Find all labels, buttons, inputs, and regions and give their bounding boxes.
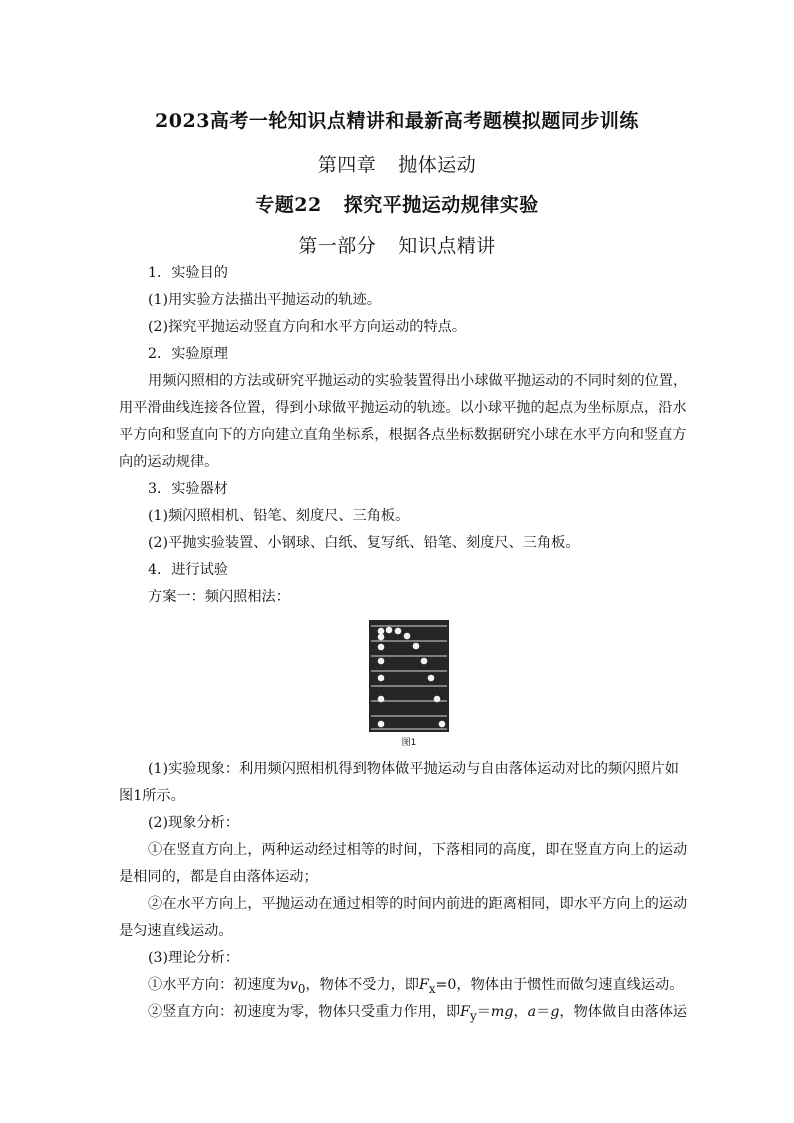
text-run: =0，物体由于惯性而做匀速直线运动。 [435, 977, 684, 993]
chapter-heading [0, 150, 794, 177]
paragraph-line: ①在竖直方向上，两种运动经过相等的时间，下落相同的高度，即在竖直方向上的运动 [148, 842, 688, 858]
section-heading-equipment: 3．实验器材 [148, 481, 228, 497]
text-run: ＝ [476, 1004, 491, 1020]
part-name: 知识点精讲 [398, 235, 496, 257]
paragraph-line: 用平滑曲线连接各位置，得到小球做平抛运动的轨迹。以小球平抛的起点为坐标原点，沿水 [119, 400, 687, 416]
symbol-a: a [527, 1004, 537, 1020]
symbol-F: F [418, 977, 429, 993]
text-run: ①水平方向：初速度为 [148, 977, 290, 993]
text-run: ＝ [536, 1004, 551, 1020]
subscript: 0 [297, 981, 306, 996]
chapter-number: 第四章 [317, 154, 377, 176]
text-run: ②竖直方向：初速度为零，物体只受重力作用，即 [148, 1004, 461, 1020]
topic-name: 探究平抛运动规律实验 [343, 194, 539, 216]
section-heading-experiment: 4．进行试验 [148, 562, 228, 578]
subheading-analysis: (2)现象分析： [148, 815, 240, 831]
text-run: ，物体做自由落体运 [559, 1004, 688, 1020]
paragraph: (1)用实验方法描出平抛运动的轨迹。 [148, 292, 381, 308]
paragraph-line: 图1所示。 [119, 788, 185, 804]
document-title: 2023高考一轮知识点精讲和最新高考题模拟题同步训练 [155, 110, 639, 132]
section-heading-principle: 2．实验原理 [148, 346, 228, 362]
symbol-g: g [550, 1004, 560, 1020]
chapter-name: 抛体运动 [398, 154, 477, 176]
theory-vertical [148, 1003, 688, 1025]
part-heading [0, 231, 794, 258]
paragraph: (1)频闪照相机、铅笔、刻度尺、三角板。 [148, 508, 410, 524]
part-number: 第一部分 [298, 235, 377, 257]
figure-caption: 图1 [401, 738, 417, 748]
paragraph-line: (1)实验现象：利用频闪照相机得到物体做平抛运动与自由落体运动对比的频闪照片如 [148, 761, 679, 777]
paragraph-line: ②在水平方向上，平抛运动在通过相等的时间内前进的距离相同，即水平方向上的运动 [148, 896, 688, 912]
subscript: y [470, 1008, 477, 1023]
theory-horizontal [148, 976, 684, 998]
paragraph-line: 向的运动规律。 [119, 454, 219, 470]
section-heading-purpose: 1．实验目的 [148, 265, 228, 281]
symbol-mg: mg [490, 1004, 514, 1020]
subscript: x [428, 981, 436, 996]
paragraph: (2)平抛实验装置、小钢球、白纸、复写纸、铅笔、刻度尺、三角板。 [148, 535, 580, 551]
strobe-photo-figure [369, 620, 449, 732]
paragraph-line: 平方向和竖直向下的方向建立直角坐标系，根据各点坐标数据研究小球在水平方向和竖直方 [119, 427, 687, 443]
symbol-F: F [460, 1004, 470, 1020]
paragraph-line: 用频闪照相的方法或研究平抛运动的实验装置得出小球做平抛运动的不同时刻的位置， [148, 373, 688, 389]
text-run: ， [513, 1004, 528, 1020]
topic-heading [0, 190, 794, 217]
topic-number: 专题22 [255, 194, 322, 216]
scheme-label: 方案一：频闪照相法： [148, 589, 290, 605]
text-run: ，物体不受力，即 [305, 977, 419, 993]
subheading-theory: (3)理论分析： [148, 950, 240, 966]
paragraph-line: 是匀速直线运动。 [119, 923, 233, 939]
symbol-v: v [289, 977, 298, 993]
paragraph-line: 是相同的，都是自由落体运动； [119, 869, 318, 885]
paragraph: (2)探究平抛运动竖直方向和水平方向运动的特点。 [148, 319, 467, 335]
